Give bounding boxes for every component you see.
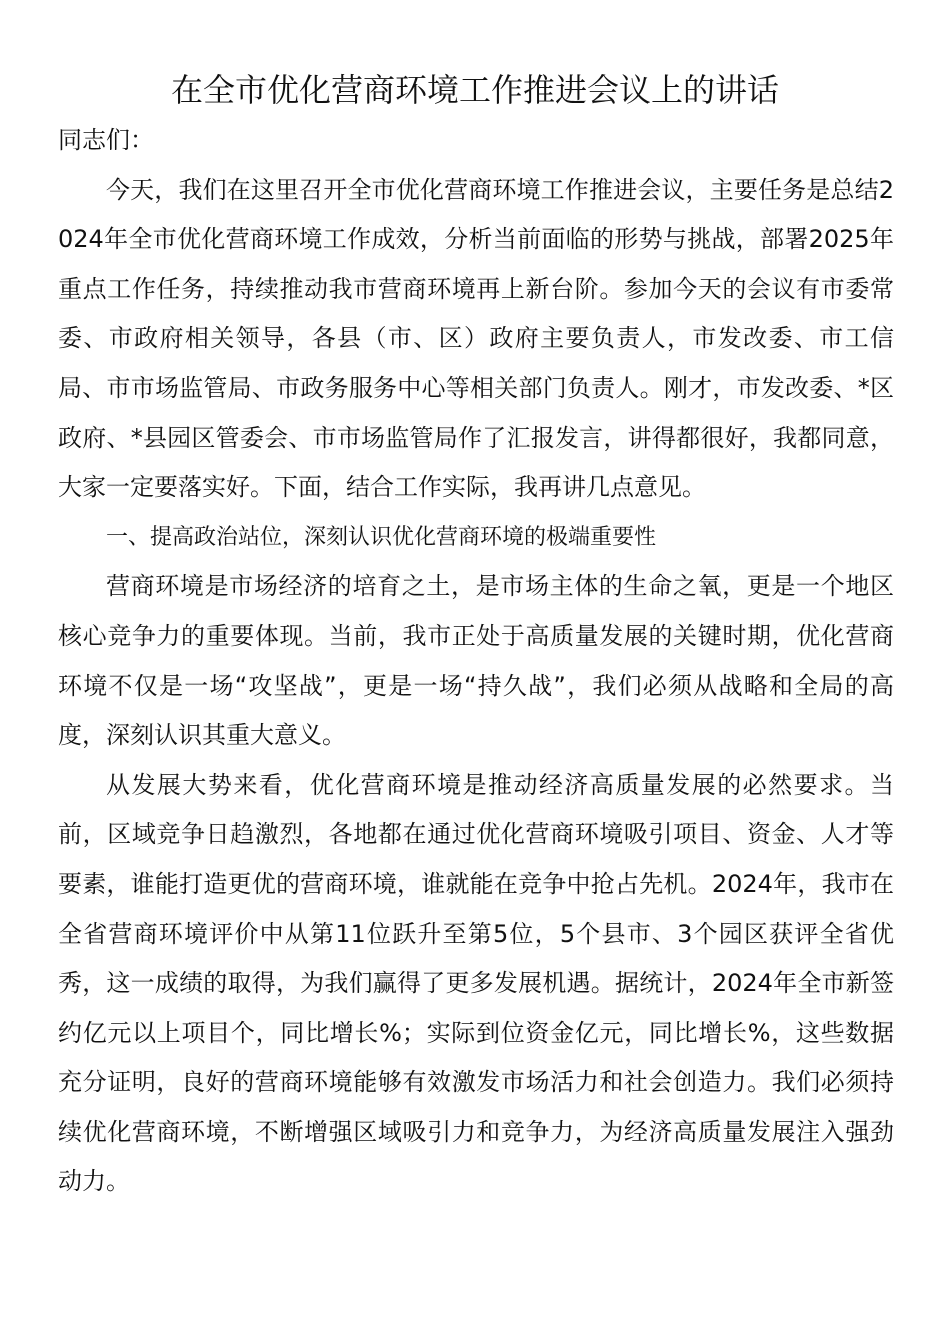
document-title: 在全市优化营商环境工作推进会议上的讲话 xyxy=(170,71,779,109)
section-1-heading: 一、提高政治站位，深刻认识优化营商环境的极端重要性 xyxy=(106,524,657,550)
intro-paragraph: 今天，我们在这里召开全市优化营商环境工作推进会议，主要任务是总结2024年全市优化营商环境工作成效，分析当前面临的形势与挑战，部署2025年重点工作任务，持续推动我市营商环境再上新台阶。参加今天的会议有市委常委、市政府相关领导，各县（市、区）政府主要负责人，市发改委、市工信局、市市场监管局、市政务服务中心等相关部门负责人。刚才，市发改委、*区政府、*县园区管委会、市市场监管局作了汇报发言，讲得都很好，我都同意，大家一定要落实好。下面，结合工作实际，我再讲几点意见。 xyxy=(58,175,894,502)
document-body xyxy=(58,116,894,1207)
section-1-paragraph-1: 营商环境是市场经济的培育之土，是市场主体的生命之氧，更是一个地区核心竞争力的重要体现。当前，我市正处于高质量发展的关键时期，优化营商环境不仅是一场“攻坚战”，更是一场“持久战”，我们必须从战略和全局的高度，深刻认识其重大意义。 xyxy=(58,572,894,750)
salutation: 同志们： xyxy=(58,126,154,154)
section-1-paragraph-2: 从发展大势来看，优化营商环境是推动经济高质量发展的必然要求。当前，区域竞争日趋激烈，各地都在通过优化营商环境吸引项目、资金、人才等要素，谁能打造更优的营商环境，谁就能在竞争中抢占先机。2024年，我市在全省营商环境评价中从第11位跃升至第5位，5个县市、3个园区获评全省优秀，这一成绩的取得，为我们赢得了更多发展机遇。据统计，2024年全市新签约亿元以上项目个，同比增长%；实际到位资金亿元，同比增长%，这些数据充分证明，良好的营商环境能够有效激发市场活力和社会创造力。我们必须持续优化营商环境，不断增强区域吸引力和竞争力，为经济高质量发展注入强劲动力。 xyxy=(58,770,894,1196)
